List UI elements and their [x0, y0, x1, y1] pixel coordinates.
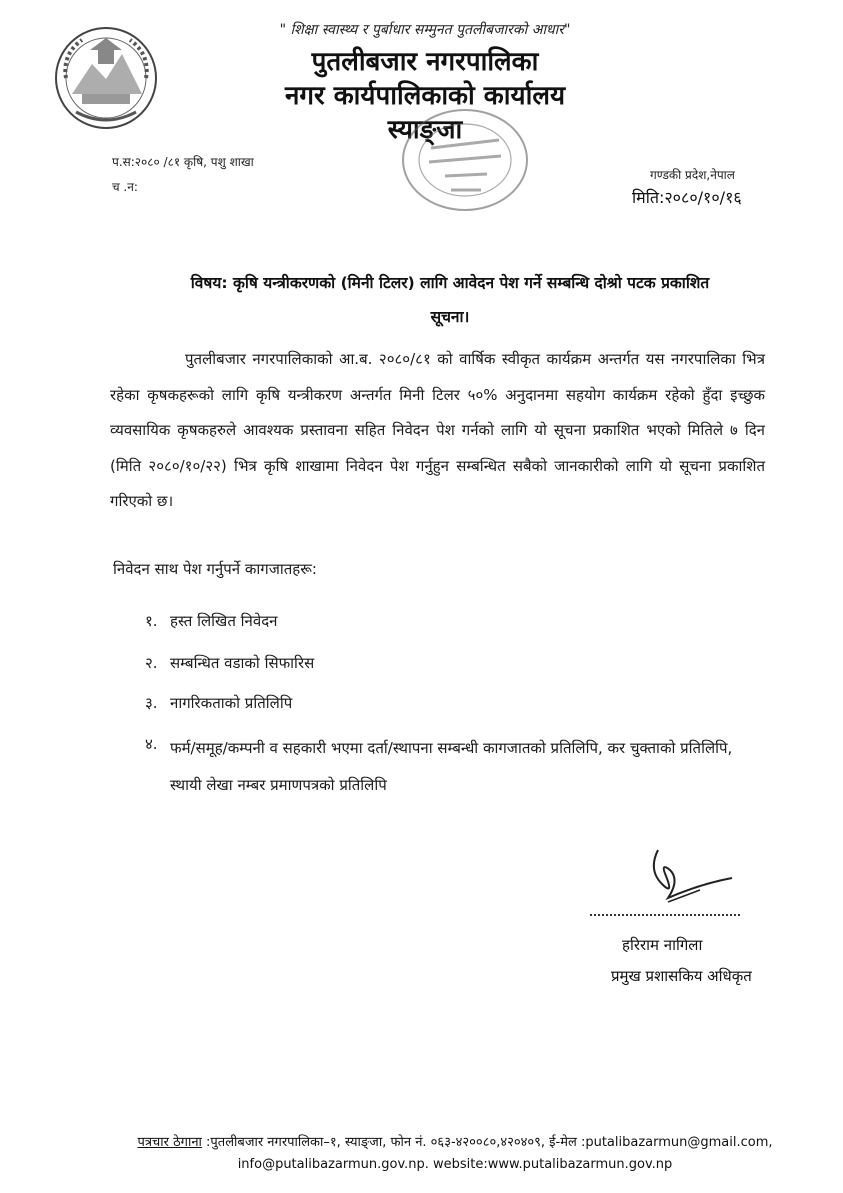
signature-line — [590, 906, 740, 916]
document-number: १. — [145, 612, 158, 630]
footer-label: पत्रचार ठेगाना — [137, 1135, 202, 1150]
subject-line-2: सूचना। — [430, 308, 470, 326]
footer-web-contact: info@putalibazarmun.gov.np. website:www.putalibazarmun.gov.np — [237, 1157, 673, 1172]
document-number: २. — [145, 654, 158, 672]
documents-heading: निवेदन साथ पेश गर्नुपर्ने कागजातहरू: — [113, 560, 317, 578]
org-name: पुतलीबजार नगरपालिका — [311, 47, 539, 77]
signatory-name: हरिराम नागिला — [622, 936, 703, 954]
notice-body: पुतलीबजार नगरपालिकाको आ.ब. २०८०/८१ को वार्षिक स्वीकृत कार्यक्रम अन्तर्गत यस नगरपालिका भित्र रहेका कृषकहरूको लागि कृषि यन्त्रीकरण अन्तर्गत मिनी टिलर ५०% अनुदानमा सहयोग कार्यक्रम रहेको हुँदा इच्छुक व्यवसायिक कृषकहरुले आवश्यक प्रस्तावना सहित निवेदन पेश गर्नको लागि यो सूचना प्रकाशित भएको मितिले ७ दिन (मिति २०८०/१०/२२) भित्र कृषि शाखामा निवेदन पेश गर्नुहुन सम्बन्धित सबैको जानकारीको लागि यो सूचना प्रकाशित गरिएको छ। — [110, 350, 765, 510]
document-number: ४. — [145, 735, 158, 753]
document-number: ३. — [145, 694, 158, 712]
document-text: फर्म/समूह/कम्पनी व सहकारी भएमा दर्ता/स्थापना सम्बन्धी कागजातको प्रतिलिपि, कर चुक्ताको प्रतिलिपि, स्थायी लेखा नम्बर प्रमाणपत्रको प्रतिलिपि — [170, 739, 733, 794]
motto: " शिक्षा स्वास्थ्य र पुर्बाधार सम्मुनत पुतलीबजारको आधार" — [279, 22, 571, 38]
document-text: नागरिकताको प्रतिलिपि — [170, 694, 293, 712]
nepal-emblem-icon — [52, 24, 160, 132]
district-name: स्याङ्जा — [387, 115, 463, 145]
signature-icon — [640, 840, 740, 910]
dispatch-number: च .न: — [112, 180, 138, 194]
notice-subject — [130, 266, 770, 334]
notice-date: मिति:२०८०/१०/१६ — [632, 188, 742, 207]
document-text: सम्बन्धित वडाको सिफारिस — [170, 654, 315, 672]
office-stamp-icon — [395, 100, 535, 218]
subject-line-1: विषय: कृषि यन्त्रीकरणको (मिनी टिलर) लागि आवेदन पेश गर्ने सम्बन्धि दोश्रो पटक प्रकाशित — [190, 274, 710, 292]
office-name: नगर कार्यपालिकाको कार्यालय — [284, 81, 566, 111]
document-text: हस्त लिखित निवेदन — [170, 612, 278, 630]
footer-address-text: :पुतलीबजार नगरपालिका–१, स्याङ्जा, फोन नं. ०६३-४२००८०,४२०४०९, ई-मेल :putalibazarmun@gmail.com, — [201, 1135, 773, 1150]
province-address: गण्डकी प्रदेश,नेपाल — [650, 168, 735, 182]
reference-number: प.स:२०८० /८१ कृषि, पशु शाखा — [112, 155, 254, 169]
footer-address — [130, 1133, 780, 1153]
signatory-title: प्रमुख प्रशासकिय अधिकृत — [611, 967, 752, 985]
